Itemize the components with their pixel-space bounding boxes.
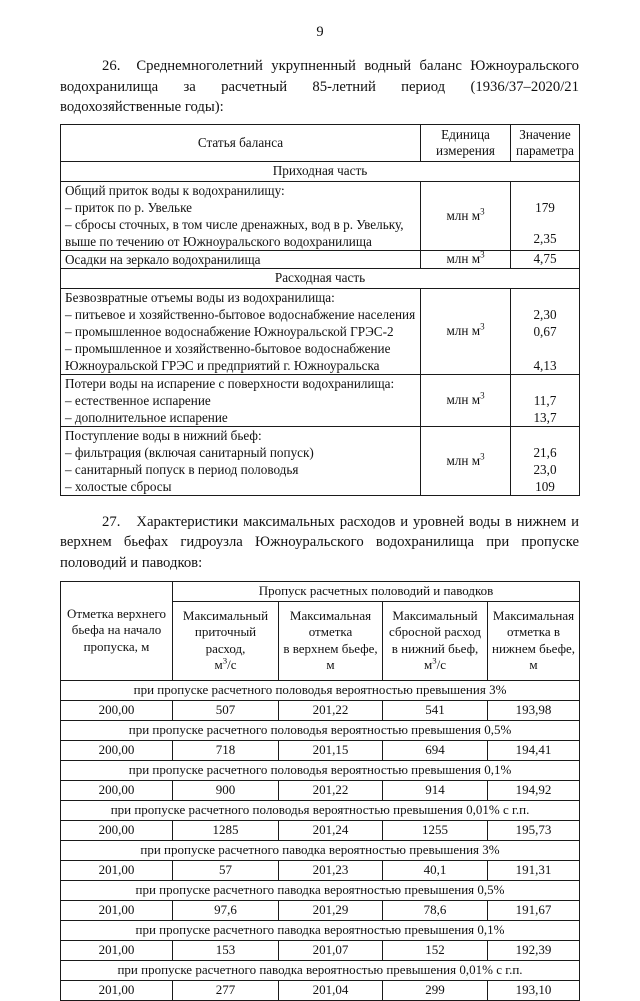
item-line: Южноуральской ГРЭС и предприятий г. Южноуральска	[65, 357, 380, 373]
cell-max-upstream-mark: 201,23	[279, 860, 383, 880]
condition-label: при пропуске расчетного паводка вероятностью превышения 0,1%	[61, 920, 580, 940]
table-row	[61, 288, 580, 374]
header-value-line1: Значение	[519, 126, 571, 142]
table-row	[61, 940, 580, 960]
table-condition-row	[61, 760, 580, 780]
section-title-income: Приходная часть	[61, 161, 580, 181]
header-line: сбросной расход	[389, 624, 481, 640]
balance-unit-cell	[421, 288, 511, 374]
page-content	[60, 56, 579, 1001]
paragraph-26-number: 26.	[102, 58, 121, 74]
table-condition-row	[61, 880, 580, 900]
cell-max-upstream-mark: 201,15	[279, 740, 383, 760]
balance-item-cell: Осадки на зеркало водохранилища	[61, 250, 421, 268]
cell-max-inflow: 1285	[173, 820, 279, 840]
item-line: – приток по р. Увельке	[65, 199, 192, 215]
header-line: отметка в	[507, 624, 560, 640]
paragraph-26-text: Среднемноголетний укрупненный водный баланс Южноуральского водохранилища за расчетный 85-летний период (1936/37–2020/21 водохозяйственные годы):	[60, 58, 579, 116]
cell-max-upstream-mark: 201,04	[279, 980, 383, 1000]
header-line: м	[326, 656, 335, 672]
value-text: 13,7	[533, 409, 557, 425]
cell-upstream-level: 200,00	[61, 700, 173, 720]
table-row	[61, 820, 580, 840]
table-condition-row	[61, 840, 580, 860]
cell-upstream-level: 200,00	[61, 740, 173, 760]
cell-max-downstream-mark: 193,10	[488, 980, 580, 1000]
value-text: 23,0	[533, 461, 557, 477]
unit-superscript: 3	[480, 249, 485, 260]
cell-max-upstream-mark: 201,22	[279, 780, 383, 800]
balance-unit-cell	[421, 181, 511, 250]
table-section-row	[61, 268, 580, 288]
balance-value-cell	[511, 181, 580, 250]
header-group-passage: Пропуск расчетных половодий и паводков	[173, 581, 580, 601]
header-line-unit: $м^3/с$	[423, 655, 447, 672]
table-row	[61, 900, 580, 920]
cell-max-downstream-mark: 191,31	[488, 860, 580, 880]
item-line: – естественное испарение	[65, 392, 211, 408]
item-line: Потери воды на испарение с поверхности водохранилища:	[65, 375, 395, 391]
header-line: расход,	[205, 640, 246, 656]
header-max-discharge	[383, 601, 488, 680]
value-text: 109	[535, 478, 555, 494]
header-max-downstream-mark	[488, 601, 580, 680]
cell-max-upstream-mark: 201,07	[279, 940, 383, 960]
header-line: м	[529, 656, 538, 672]
balance-item-cell	[61, 374, 421, 426]
unit-superscript: 3	[480, 451, 485, 462]
table-row	[61, 780, 580, 800]
value-text: 4,13	[533, 357, 557, 373]
balance-unit-cell	[421, 374, 511, 426]
cell-upstream-level: 201,00	[61, 940, 173, 960]
header-line: отметка	[308, 624, 353, 640]
cell-max-discharge: 78,6	[383, 900, 488, 920]
balance-unit-cell	[421, 250, 511, 268]
header-value-line2: параметра	[516, 142, 574, 158]
flood-table-body	[61, 680, 580, 1000]
cell-max-downstream-mark: 194,41	[488, 740, 580, 760]
value-text: 21,6	[533, 444, 557, 460]
balance-item-cell	[61, 181, 421, 250]
cell-max-discharge: 914	[383, 780, 488, 800]
header-line: нижнем бьефе,	[492, 640, 576, 656]
cell-max-discharge: 40,1	[383, 860, 488, 880]
table-row-header	[61, 124, 580, 161]
cell-max-upstream-mark: 201,22	[279, 700, 383, 720]
unit-text: млн м	[446, 323, 481, 339]
item-line: – промышленное и хозяйственно-бытовое водоснабжение	[65, 340, 391, 356]
header-line: Отметка верхнего	[67, 605, 166, 621]
table-row	[61, 740, 580, 760]
cell-max-inflow: 97,6	[173, 900, 279, 920]
cell-max-upstream-mark: 201,24	[279, 820, 383, 840]
table-row	[61, 426, 580, 495]
cell-max-downstream-mark: 192,39	[488, 940, 580, 960]
item-line: Общий приток воды к водохранилищу:	[65, 182, 285, 198]
spacer	[60, 496, 579, 500]
flood-characteristics-table	[60, 581, 580, 1001]
water-balance-table	[60, 124, 580, 496]
item-line: Безвозвратные отъемы воды из водохранилища:	[65, 289, 335, 305]
page-number: 9	[316, 24, 324, 40]
value-text: 11,7	[533, 392, 557, 408]
section-title-expense: Расходная часть	[61, 268, 580, 288]
header-line: Максимальный	[182, 607, 269, 623]
condition-label: при пропуске расчетного паводка вероятностью превышения 0,5%	[61, 880, 580, 900]
header-line: приточный	[194, 624, 257, 640]
water-balance-body	[61, 161, 580, 495]
cell-max-downstream-mark: 191,67	[488, 900, 580, 920]
cell-max-discharge: 299	[383, 980, 488, 1000]
header-line: Максимальная	[492, 607, 575, 623]
unit-superscript: 3	[480, 390, 485, 401]
header-max-upstream-mark	[279, 601, 383, 680]
table-condition-row	[61, 720, 580, 740]
balance-value-cell: 4,75	[511, 250, 580, 268]
header-unit-line2: измерения	[436, 142, 495, 158]
cell-upstream-level: 201,00	[61, 860, 173, 880]
cell-max-inflow: 900	[173, 780, 279, 800]
header-line: в нижний бьеф,	[391, 640, 479, 656]
header-balance-value	[511, 124, 580, 161]
balance-value-cell	[511, 288, 580, 374]
item-line: – дополнительное испарение	[65, 409, 228, 425]
unit-text: млн м	[446, 392, 481, 408]
table-condition-row	[61, 920, 580, 940]
item-line: – холостые сбросы	[65, 478, 172, 494]
table-row	[61, 374, 580, 426]
cell-upstream-level: 201,00	[61, 900, 173, 920]
value-text: 179	[535, 199, 555, 215]
condition-label: при пропуске расчетного половодья вероятностью превышения 0,1%	[61, 760, 580, 780]
header-balance-item: Статья баланса	[61, 124, 421, 161]
header-line: Максимальная	[289, 607, 372, 623]
cell-max-downstream-mark: 194,92	[488, 780, 580, 800]
header-unit-line1: Единица	[441, 126, 490, 142]
table-row	[61, 860, 580, 880]
cell-max-inflow: 718	[173, 740, 279, 760]
cell-max-discharge: 1255	[383, 820, 488, 840]
table-condition-row	[61, 800, 580, 820]
condition-label: при пропуске расчетного паводка вероятностью превышения 3%	[61, 840, 580, 860]
item-line: – промышленное водоснабжение Южноуральской ГРЭС-2	[65, 323, 394, 339]
condition-label: при пропуске расчетного половодья вероятностью превышения 3%	[61, 680, 580, 700]
table-row	[61, 181, 580, 250]
cell-max-inflow: 507	[173, 700, 279, 720]
unit-superscript: 3	[480, 321, 485, 332]
value-text: 2,35	[533, 230, 557, 246]
table-row	[61, 250, 580, 268]
header-line: бьефа на начало	[71, 622, 162, 638]
header-line: в верхнем бьефе,	[283, 640, 378, 656]
value-text: 0,67	[533, 323, 557, 339]
cell-max-inflow: 153	[173, 940, 279, 960]
cell-upstream-level: 201,00	[61, 980, 173, 1000]
condition-label: при пропуске расчетного паводка вероятностью превышения 0,01% с г.п.	[61, 960, 580, 980]
cell-max-discharge: 694	[383, 740, 488, 760]
paragraph-27-text: Характеристики максимальных расходов и уровней воды в нижнем и верхнем бьефах гидроузла Южноуральского водохранилища при пропуске половодий и паводков:	[60, 513, 579, 571]
item-line: – питьевое и хозяйственно-бытовое водоснабжение населения	[65, 306, 416, 322]
item-line: – фильтрация (включая санитарный попуск)	[65, 444, 314, 460]
unit-superscript: 3	[480, 206, 485, 217]
cell-upstream-level: 200,00	[61, 820, 173, 840]
cell-max-discharge: 152	[383, 940, 488, 960]
item-line: Поступление воды в нижний бьеф:	[65, 427, 262, 443]
table-condition-row	[61, 680, 580, 700]
unit-text: млн м	[446, 207, 481, 223]
header-line-unit: $м^3/с$	[214, 655, 237, 672]
table-row	[61, 700, 580, 720]
unit-text: млн м	[446, 452, 481, 468]
paragraph-26	[60, 56, 579, 118]
balance-value-cell	[511, 426, 580, 495]
table-section-row	[61, 161, 580, 181]
cell-max-downstream-mark: 195,73	[488, 820, 580, 840]
item-line: выше по течению от Южноуральского водохранилища	[65, 233, 372, 249]
balance-item-cell	[61, 426, 421, 495]
cell-max-downstream-mark: 193,98	[488, 700, 580, 720]
paragraph-27-number: 27.	[102, 513, 121, 530]
condition-label: при пропуске расчетного половодья вероятностью превышения 0,01% с г.п.	[61, 800, 580, 820]
header-upstream-level	[61, 581, 173, 680]
balance-unit-cell	[421, 426, 511, 495]
paragraph-27	[60, 512, 579, 574]
value-text: 2,30	[533, 306, 557, 322]
cell-max-discharge: 541	[383, 700, 488, 720]
table-condition-row	[61, 960, 580, 980]
balance-item-cell	[61, 288, 421, 374]
item-line: – санитарный попуск в период половодья	[65, 461, 299, 477]
cell-max-upstream-mark: 201,29	[279, 900, 383, 920]
header-max-inflow	[173, 601, 279, 680]
table-row-group-header	[61, 581, 580, 601]
header-line: Максимальный	[392, 607, 478, 623]
table-row	[61, 980, 580, 1000]
condition-label: при пропуске расчетного половодья вероятностью превышения 0,5%	[61, 720, 580, 740]
cell-max-inflow: 57	[173, 860, 279, 880]
header-balance-unit	[421, 124, 511, 161]
item-line: – сбросы сточных, в том числе дренажных, вод в р. Увельку,	[65, 216, 404, 232]
cell-upstream-level: 200,00	[61, 780, 173, 800]
unit-text: млн м	[446, 251, 481, 267]
header-line: пропуска, м	[83, 638, 150, 654]
balance-value-cell	[511, 374, 580, 426]
cell-max-inflow: 277	[173, 980, 279, 1000]
